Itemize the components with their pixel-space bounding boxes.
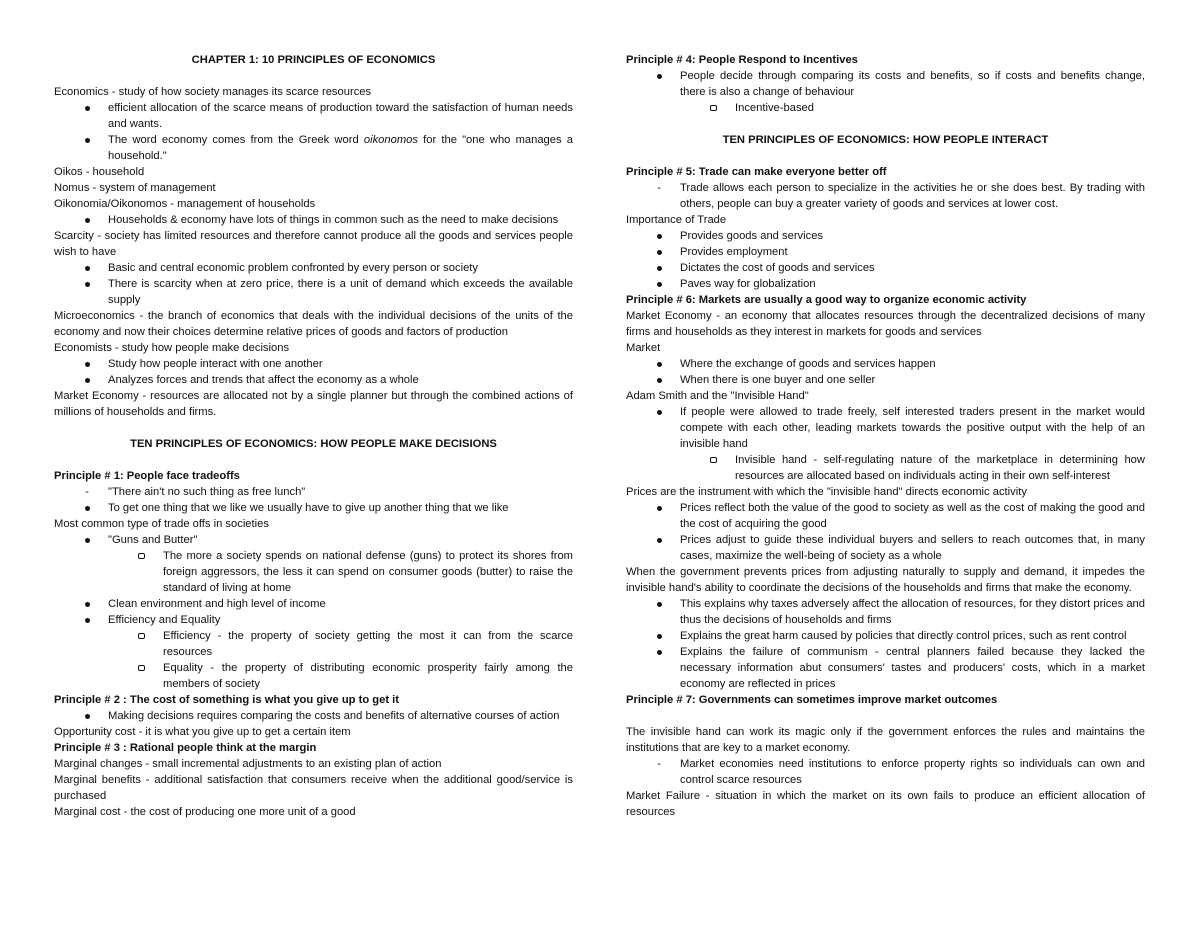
list-item: "Guns and Butter" (54, 532, 573, 548)
section-heading: TEN PRINCIPLES OF ECONOMICS: HOW PEOPLE INTERACT (722, 134, 1049, 146)
principle-7-title: Principle # 7: Governments can sometimes improve market outcomes (626, 694, 998, 706)
dash-icon (80, 484, 94, 500)
list-item: Invisible hand - self-regulating nature of the marketplace in determining how resources are allocated based on individuals acting in their own self-interest (626, 452, 1145, 484)
bullet-icon (652, 404, 666, 420)
list-item: Making decisions requires comparing the costs and benefits of alternative courses of action (54, 708, 573, 724)
adam-smith-label: Adam Smith and the "Invisible Hand" (626, 390, 809, 402)
bullet-icon (80, 532, 94, 548)
list-item: This explains why taxes adversely affect the allocation of resources, for they distort prices and thus the decisions of households and firms (626, 596, 1145, 628)
list-item: Efficiency and Equality (54, 612, 573, 628)
list-item: People decide through comparing its costs and benefits, so if costs and benefits change, there is also a change of behaviour (626, 68, 1145, 100)
microeconomics-definition: Microeconomics - the branch of economics that deals with the individual decisions of the units of the economy and now their choices determine relative prices of goods and factors of production (54, 310, 573, 338)
bullet-icon (80, 500, 94, 516)
opportunity-cost: Opportunity cost - it is what you give up to get a certain item (54, 726, 351, 738)
list-item: Efficiency - the property of society getting the most it can from the scarce resources (54, 628, 573, 660)
chapter-title: CHAPTER 1: 10 PRINCIPLES OF ECONOMICS (191, 54, 436, 66)
list-item: Households & economy have lots of things in common such as the need to make decisions (54, 212, 573, 228)
market-label: Market (626, 342, 661, 354)
common-tradeoffs: Most common type of trade offs in societies (54, 518, 269, 530)
list-item: - Trade allows each person to specialize in the activities he or she does best. By trading with others, people can buy a greater variety of goods and services at lower cost. (626, 180, 1145, 212)
list-item: When there is one buyer and one seller (626, 372, 1145, 388)
prices-statement: Prices are the instrument with which the "invisible hand" directs economic activity (626, 486, 1027, 498)
bullet-icon (80, 372, 94, 388)
importance-of-trade: Importance of Trade (626, 214, 727, 226)
market-economy-definition: Market Economy - resources are allocated not by a single planner but through the combined actions of millions of households and firms. (54, 390, 573, 418)
list-item: Clean environment and high level of income (54, 596, 573, 612)
principle-4-title: Principle # 4: People Respond to Incentives (626, 54, 858, 66)
bullet-icon (80, 212, 94, 228)
dash-icon (652, 756, 666, 772)
sub-bullet-icon (134, 628, 148, 644)
market-failure-definition: Market Failure - situation in which the market on its own fails to produce an efficient allocation of resources (626, 790, 1145, 818)
bullet-icon (652, 244, 666, 260)
list-item: Prices reflect both the value of the good to society as well as the cost of making the good and the cost of acquiring the good (626, 500, 1145, 532)
list-item: Paves way for globalization (626, 276, 1145, 292)
sub-bullet-icon (706, 100, 720, 116)
bullet-icon (652, 372, 666, 388)
dash-icon (652, 180, 666, 196)
list-item: Analyzes forces and trends that affect the economy as a whole (54, 372, 573, 388)
bullet-icon (80, 276, 94, 292)
bullet-icon (652, 260, 666, 276)
list-item: The word economy comes from the Greek word oikonomos for the "one who manages a household." (54, 132, 573, 164)
marginal-benefits: Marginal benefits - additional satisfaction that consumers receive when the additional good/service is purchased (54, 774, 573, 802)
list-item: - Market economies need institutions to enforce property rights so individuals can own and control scarce resources (626, 756, 1145, 788)
bullet-icon (80, 132, 94, 148)
principle-2-title: Principle # 2 : The cost of something is what you give up to get it (54, 694, 399, 706)
bullet-icon (652, 628, 666, 644)
bullet-icon (80, 260, 94, 276)
list-item: Provides goods and services (626, 228, 1145, 244)
nomus-definition: Nomus - system of management (54, 182, 216, 194)
list-item: Basic and central economic problem confronted by every person or society (54, 260, 573, 276)
sub-bullet-icon (134, 548, 148, 564)
section-heading: TEN PRINCIPLES OF ECONOMICS: HOW PEOPLE MAKE DECISIONS (130, 438, 497, 450)
sub-bullet-icon (706, 452, 720, 468)
bullet-icon (80, 100, 94, 116)
government-statement: When the government prevents prices from adjusting naturally to supply and demand, it impedes the invisible hand's ability to coordinate the decisions of the households and firms that make the economy. (626, 566, 1145, 594)
bullet-icon (80, 596, 94, 612)
list-item: There is scarcity when at zero price, there is a unit of demand which exceeds the available supply (54, 276, 573, 308)
list-item: Explains the great harm caused by policies that directly control prices, such as rent control (626, 628, 1145, 644)
scarcity-definition: Scarcity - society has limited resources and therefore cannot produce all the goods and services people wish to have (54, 230, 573, 258)
bullet-icon (652, 276, 666, 292)
left-column (54, 52, 573, 820)
bullet-icon (652, 356, 666, 372)
principle-3-title: Principle # 3 : Rational people think at the margin (54, 742, 317, 754)
bullet-icon (80, 708, 94, 724)
marginal-cost: Marginal cost - the cost of producing one more unit of a good (54, 806, 356, 818)
bullet-icon (652, 644, 666, 660)
marginal-changes: Marginal changes - small incremental adjustments to an existing plan of action (54, 758, 442, 770)
list-item: Prices adjust to guide these individual buyers and sellers to reach outcomes that, in many cases, maximize the well-being of society as a whole (626, 532, 1145, 564)
market-economy-definition: Market Economy - an economy that allocates resources through the decentralized decisions of many firms and households as they interest in markets for goods and services (626, 310, 1145, 338)
invisible-hand-statement: The invisible hand can work its magic only if the government enforces the rules and maintains the institutions that are key to a market economy. (626, 726, 1145, 754)
sub-bullet-icon (134, 660, 148, 676)
bullet-icon (80, 356, 94, 372)
list-item: Explains the failure of communism - central planners failed because they lacked the necessary information abut consumers' tastes and producers' costs, which in a market economy are reflected in prices (626, 644, 1145, 692)
list-item: Equality - the property of distributing economic prosperity fairly among the members of society (54, 660, 573, 692)
bullet-icon (652, 500, 666, 516)
list-item: If people were allowed to trade freely, self interested traders present in the market would compete with each other, leading markets towards the positive output with the help of an invisible hand (626, 404, 1145, 452)
list-item: The more a society spends on national defense (guns) to protect its shores from foreign aggressors, the less it can spend on consumer goods (butter) to raise the standard of living at home (54, 548, 573, 596)
list-item: efficient allocation of the scarce means of production toward the satisfaction of human needs and wants. (54, 100, 573, 132)
oikonomia-definition: Oikonomia/Oikonomos - management of households (54, 198, 316, 210)
bullet-icon (652, 228, 666, 244)
bullet-icon (652, 68, 666, 84)
right-column (626, 52, 1145, 820)
list-item: Provides employment (626, 244, 1145, 260)
economists-definition: Economists - study how people make decisions (54, 342, 290, 354)
economics-definition: Economics - study of how society manages its scarce resources (54, 86, 372, 98)
principle-5-title: Principle # 5: Trade can make everyone better off (626, 166, 887, 178)
principle-6-title: Principle # 6: Markets are usually a good way to organize economic activity (626, 294, 1027, 306)
oikos-definition: Oikos - household (54, 166, 145, 178)
list-item: - "There ain't no such thing as free lunch" (54, 484, 573, 500)
bullet-icon (652, 596, 666, 612)
bullet-icon (652, 532, 666, 548)
list-item: Study how people interact with one another (54, 356, 573, 372)
list-item: Incentive-based (626, 100, 1145, 116)
list-item: Where the exchange of goods and services happen (626, 356, 1145, 372)
bullet-icon (80, 612, 94, 628)
list-item: Dictates the cost of goods and services (626, 260, 1145, 276)
principle-1-title: Principle # 1: People face tradeoffs (54, 470, 240, 482)
list-item: To get one thing that we like we usually have to give up another thing that we like (54, 500, 573, 516)
